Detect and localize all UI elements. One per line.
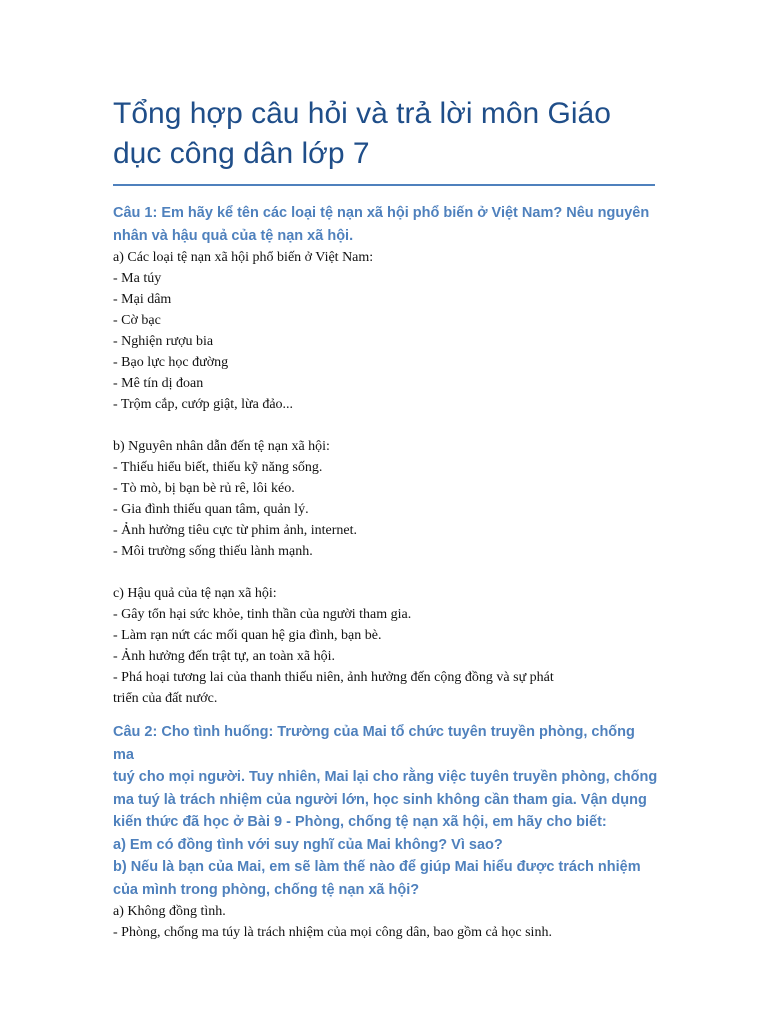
list-item: - Thiếu hiểu biết, thiếu kỹ năng sống. (113, 460, 323, 475)
answer-line: a) Không đồng tình. (113, 904, 226, 919)
list-item: - Ảnh hưởng tiêu cực từ phim ảnh, internet. (113, 523, 358, 538)
question-line: ma tuý là trách nhiệm của người lớn, học sinh không cần tham gia. Vận dụng (113, 791, 647, 808)
answer-line: - Phòng, chống ma túy là trách nhiệm của mọi công dân, bao gồm cả học sinh. (113, 925, 552, 940)
question-line: nhân và hậu quả của tệ nạn xã hội. (113, 227, 354, 244)
list-item: - Gây tổn hại sức khỏe, tinh thần của người tham gia. (113, 607, 412, 622)
part-b-heading: b) Nguyên nhân dẫn đến tệ nạn xã hội: (113, 439, 330, 454)
list-item: - Ảnh hưởng đến trật tự, an toàn xã hội. (113, 649, 336, 664)
title-underline (113, 184, 655, 186)
question-line: tuý cho mọi người. Tuy nhiên, Mai lại cho rằng việc tuyên truyền phòng, chống (113, 769, 658, 785)
question-1-heading (113, 202, 658, 247)
document-title (113, 94, 658, 174)
list-item: - Phá hoại tương lai của thanh thiếu niên, ảnh hưởng đến cộng đồng và sự phát (113, 670, 554, 685)
question-2-heading (113, 721, 658, 901)
title-line: Tổng hợp câu hỏi và trả lời môn Giáo (113, 97, 611, 130)
document-page (113, 94, 658, 943)
question-line: kiến thức đã học ở Bài 9 - Phòng, chống tệ nạn xã hội, em hãy cho biết: (113, 814, 607, 830)
question-1-answer (113, 247, 658, 709)
list-item: - Môi trường sống thiếu lành mạnh. (113, 544, 313, 559)
list-item: - Ma túy (113, 271, 162, 286)
list-item: - Làm rạn nứt các mối quan hệ gia đình, bạn bè. (113, 628, 382, 643)
list-item: - Gia đình thiếu quan tâm, quản lý. (113, 502, 309, 517)
list-item: - Cờ bạc (113, 313, 161, 328)
question-line: Câu 1: Em hãy kể tên các loại tệ nạn xã hội phổ biến ở Việt Nam? Nêu nguyên (113, 205, 650, 221)
question-2-answer (113, 901, 658, 943)
list-item-continuation: triển của đất nước. (113, 691, 218, 706)
list-item: - Tò mò, bị bạn bè rủ rê, lôi kéo. (113, 481, 295, 496)
paragraph-gap (113, 562, 658, 583)
list-item: - Mại dâm (113, 292, 172, 307)
part-c-heading: c) Hậu quả của tệ nạn xã hội: (113, 586, 277, 601)
list-item: - Nghiện rượu bia (113, 334, 214, 349)
question-line: b) Nếu là bạn của Mai, em sẽ làm thế nào để giúp Mai hiểu được trách nhiệm (113, 859, 641, 875)
list-item: - Trộm cắp, cướp giật, lừa đảo... (113, 397, 294, 412)
part-a-heading: a) Các loại tệ nạn xã hội phổ biến ở Việt Nam: (113, 250, 374, 265)
question-line: Câu 2: Cho tình huống: Trường của Mai tổ chức tuyên truyền phòng, chống ma (113, 724, 635, 763)
question-line: của mình trong phòng, chống tệ nạn xã hội? (113, 881, 420, 898)
title-line: dục công dân lớp 7 (113, 137, 370, 170)
paragraph-gap (113, 415, 658, 436)
list-item: - Bạo lực học đường (113, 355, 229, 370)
list-item: - Mê tín dị đoan (113, 376, 204, 391)
question-line: a) Em có đồng tình với suy nghĩ của Mai không? Vì sao? (113, 836, 503, 853)
